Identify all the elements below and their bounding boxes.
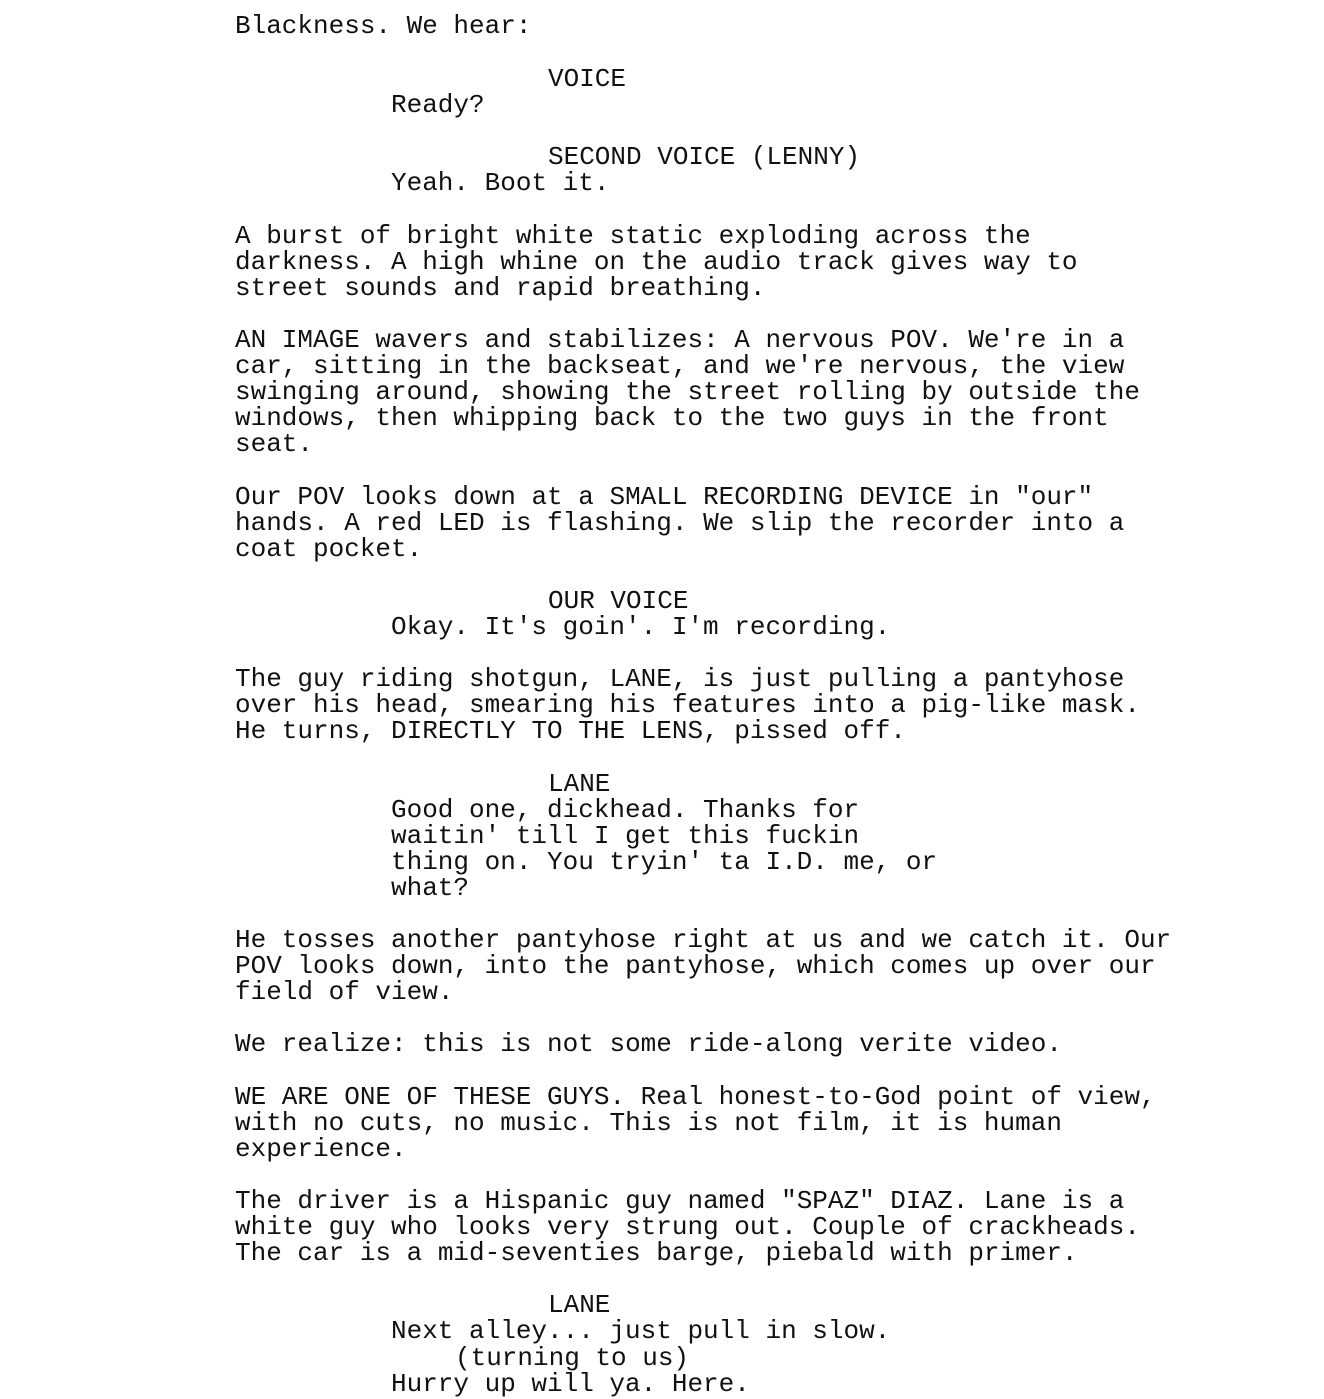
action-line: coat pocket. [235,534,423,564]
action-line: Our POV looks down at a SMALL RECORDING DEVICE in "our" [235,482,1094,512]
action-line: windows, then whipping back to the two guys in the front [235,403,1109,433]
action-line: car, sitting in the backseat, and we're nervous, the view [235,351,1125,381]
parenthetical: (turning to us) [455,1343,690,1373]
action-line: A burst of bright white static exploding across the [235,221,1031,251]
dialogue-line: thing on. You tryin' ta I.D. me, or [391,847,938,877]
action-line: AN IMAGE wavers and stabilizes: A nervous POV. We're in a [235,325,1125,355]
character-name: LANE [548,769,611,799]
dialogue-line: Good one, dickhead. Thanks for [391,795,860,825]
dialogue-line: Hurry up will ya. Here. [391,1369,750,1399]
dialogue-line: Okay. It's goin'. I'm recording. [391,612,891,642]
action-line: over his head, smearing his features into a pig-like mask. [235,690,1140,720]
character-name: SECOND VOICE (LENNY) [548,142,861,172]
action-line: seat. [235,429,314,459]
character-name: LANE [548,1290,611,1320]
action-line: The car is a mid-seventies barge, piebald with primer. [235,1238,1078,1268]
action-line: The guy riding shotgun, LANE, is just pulling a pantyhose [235,664,1125,694]
action-line: with no cuts, no music. This is not film, it is human [235,1108,1062,1138]
action-line: experience. [235,1134,407,1164]
action-line: POV looks down, into the pantyhose, which comes up over our [235,951,1156,981]
dialogue-line: what? [391,873,470,903]
action-line: He tosses another pantyhose right at us and we catch it. Our [235,925,1172,955]
action-line: swinging around, showing the street rolling by outside the [235,377,1140,407]
character-name: VOICE [548,64,627,94]
action-line: field of view. [235,977,454,1007]
action-line: hands. A red LED is flashing. We slip the recorder into a [235,508,1125,538]
action-line: The driver is a Hispanic guy named "SPAZ" DIAZ. Lane is a [235,1186,1125,1216]
dialogue-line: Yeah. Boot it. [391,168,610,198]
action-line: darkness. A high whine on the audio track gives way to [235,247,1078,277]
action-line: WE ARE ONE OF THESE GUYS. Real honest-to-God point of view, [235,1082,1156,1112]
dialogue-line: Next alley... just pull in slow. [391,1316,891,1346]
dialogue-line: waitin' till I get this fuckin [391,821,860,851]
action-line: We realize: this is not some ride-along verite video. [235,1029,1062,1059]
dialogue-line: Ready? [391,90,485,120]
character-name: OUR VOICE [548,586,689,616]
action-line: street sounds and rapid breathing. [235,273,766,303]
action-line: white guy who looks very strung out. Couple of crackheads. [235,1212,1140,1242]
action-line: He turns, DIRECTLY TO THE LENS, pissed off. [235,716,906,746]
opening-action: Blackness. We hear: [235,11,532,41]
